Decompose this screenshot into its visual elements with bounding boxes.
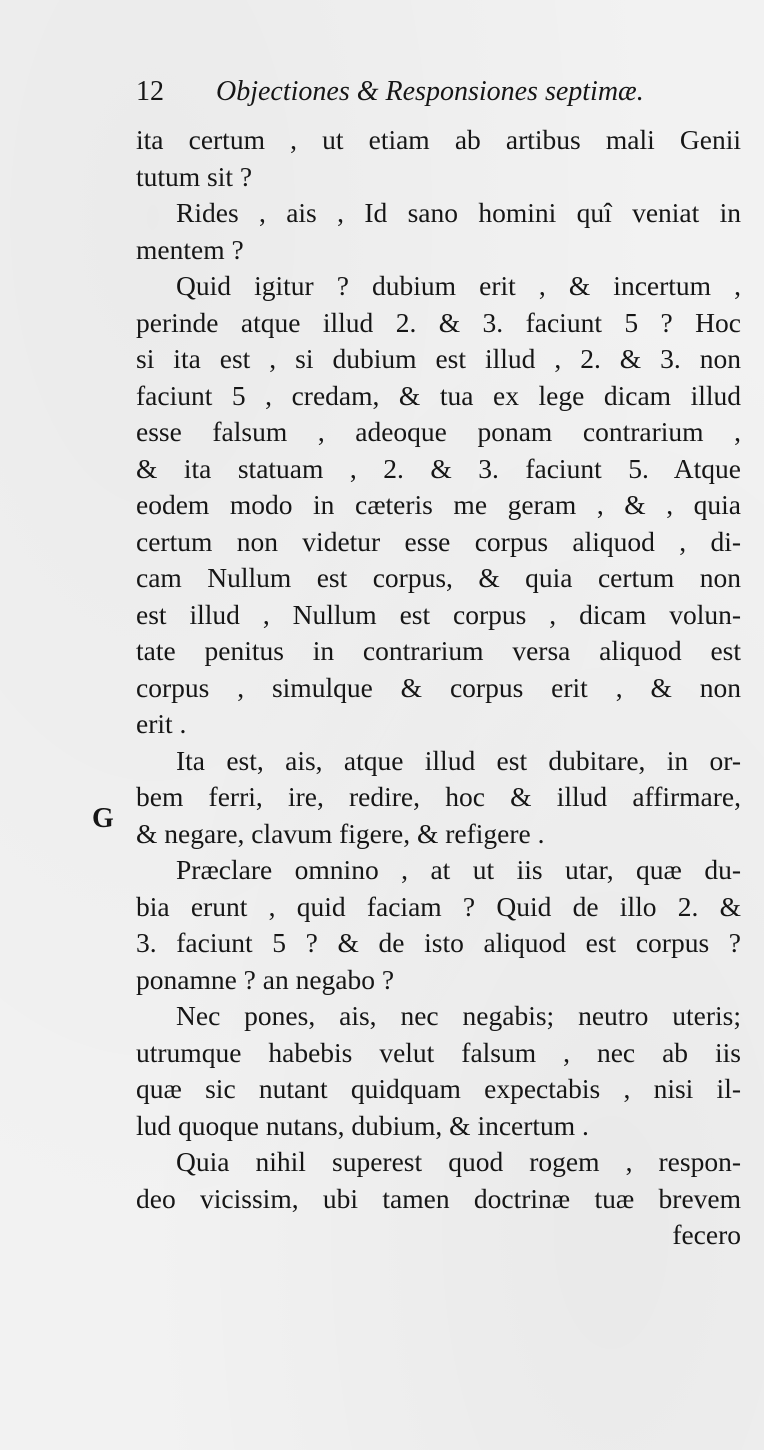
text-line: corpus , simulque & corpus erit , & non [136, 671, 741, 703]
text-line: tutum sit ? [136, 160, 253, 192]
text-line: Quia nihil superest quod rogem , respon- [176, 1146, 741, 1177]
text-line: Præclare omnino , at ut iis utar, quæ du- [176, 854, 741, 885]
text-line: tate penitus in contrarium versa aliquod est [136, 635, 741, 666]
text-line: erit . [136, 708, 187, 739]
text-line: bia erunt , quid faciam ? Quid de illo 2. & [136, 890, 741, 922]
text-line: bem ferri, ire, redire, hoc & illud affirmare, [136, 781, 741, 812]
text-line: Ita est, ais, atque illud est dubitare, in or- [176, 744, 741, 776]
text-line: Rides , ais , Id sano homini quî veniat in [176, 197, 741, 228]
margin-letter: G [92, 803, 114, 834]
text-line: perinde atque illud 2. & 3. faciunt 5 ? Hoc [136, 306, 741, 338]
running-title: Objectiones & Responsiones septimæ. [216, 76, 644, 107]
page-header [136, 76, 756, 116]
catchword: fecero [672, 1219, 741, 1250]
text-line: & negare, clavum figere, & refigere . [136, 817, 545, 849]
text-line: Nec pones, ais, nec negabis; neutro uteris; [176, 1000, 741, 1031]
text-line: ponamne ? an negabo ? [136, 963, 395, 995]
text-line: certum non videtur esse corpus aliquod , di- [136, 525, 741, 557]
text-line: 3. faciunt 5 ? & de isto aliquod est corpus ? [136, 927, 741, 958]
text-line: & ita statuam , 2. & 3. faciunt 5. Atque [136, 452, 741, 484]
text-line: quæ sic nutant quidquam expectabis , nisi il- [136, 1073, 741, 1104]
text-line: est illud , Nullum est corpus , dicam volun- [136, 598, 741, 630]
text-line: cam Nullum est corpus, & quia certum non [136, 562, 741, 593]
text-line: eodem modo in cæteris me geram , & , quia [136, 489, 741, 520]
text-line: esse falsum , adeoque ponam contrarium , [136, 416, 741, 447]
text-line: lud quoque nutans, dubium, & incertum . [136, 1109, 589, 1141]
text-line: deo vicissim, ubi tamen doctrinæ tuæ brevem [136, 1182, 741, 1214]
text-line: Quid igitur ? dubium erit , & incertum , [176, 270, 741, 301]
text-line: mentem ? [136, 233, 244, 265]
text-line: utrumque habebis velut falsum , nec ab iis [136, 1036, 741, 1068]
text-line: ita certum , ut etiam ab artibus mali Genii [136, 124, 741, 155]
text-line: si ita est , si dubium est illud , 2. & 3. non [136, 343, 741, 374]
text-line: faciunt 5 , credam, & tua ex lege dicam illud [136, 379, 741, 411]
body-text [136, 122, 741, 1254]
page-number: 12 [136, 76, 164, 107]
